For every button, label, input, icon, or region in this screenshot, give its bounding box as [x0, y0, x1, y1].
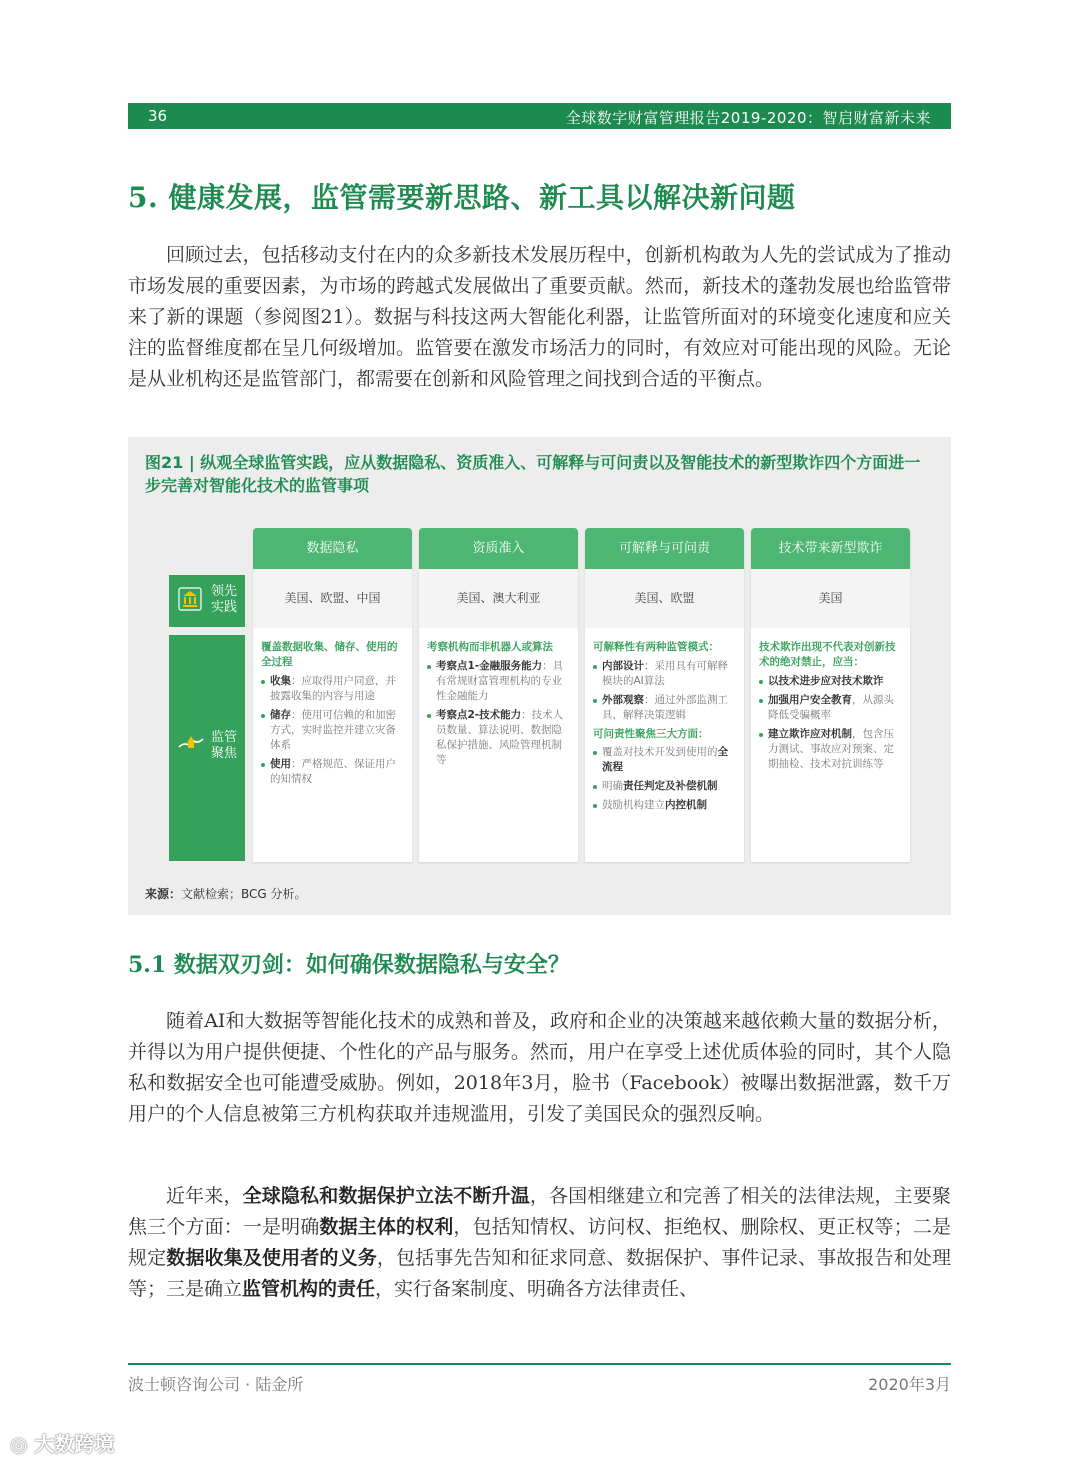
figure-21	[128, 437, 951, 915]
item-text: 鼓励机构建立	[602, 799, 665, 811]
item-key: 责任判定及补偿机制	[623, 780, 718, 792]
footer-publisher: 波士顿咨询公司 · 陆金所	[128, 1375, 304, 1394]
column-body	[253, 628, 412, 787]
item-text: ：通过外部监测工具，解释决策逻辑	[602, 694, 728, 721]
column-qualification	[419, 528, 578, 862]
list-item	[261, 674, 404, 704]
para-segment: ，各国相继建立和完善了相关的法律法规，主要聚焦三个方面：一是明确	[128, 1185, 951, 1238]
item-text: ：应取得用户同意，并披露收集的内容与用途	[270, 675, 396, 702]
column-header: 数据隐私	[253, 528, 412, 569]
para-segment: ，包括事先告知和征求同意、数据保护、事件记录、事故报告和处理等；三是确立	[128, 1247, 951, 1300]
row-label-lead	[169, 575, 245, 627]
column-subheading: 可问责性聚焦三大方面：	[593, 728, 709, 740]
list-item	[759, 693, 902, 723]
item-key: 储存	[270, 709, 291, 721]
item-key: 内控机制	[665, 799, 707, 811]
source-label: 来源：	[145, 887, 182, 901]
bank-icon	[175, 584, 205, 614]
row-label-lead-text: 领先实践	[211, 584, 238, 615]
header-bar	[128, 103, 951, 129]
column-body	[751, 628, 910, 772]
footer-date: 2020年3月	[868, 1375, 951, 1394]
list-item	[759, 674, 902, 689]
column-list	[593, 659, 736, 723]
column-header: 可解释与可问责	[585, 528, 744, 569]
source-text: 文献检索；BCG 分析。	[181, 887, 307, 901]
para-bold-segment: 监管机构的责任	[242, 1278, 376, 1300]
list-item	[593, 693, 736, 723]
row-label-focus-text: 监管聚焦	[211, 730, 238, 761]
item-key: 考察点2-技术能力	[436, 709, 522, 721]
report-title: 全球数字财富管理报告2019-2020：智启财富新未来	[565, 109, 931, 127]
column-list-2	[593, 745, 736, 813]
column-list	[427, 659, 570, 768]
watermark	[10, 1428, 114, 1457]
column-fraud	[751, 528, 910, 862]
column-body	[419, 628, 578, 768]
item-text: ，从源头降低受骗概率	[768, 694, 894, 721]
column-intro: 考察机构而非机器人或算法	[427, 641, 553, 653]
list-item	[593, 779, 736, 794]
figure-title: 图21 | 纵观全球监管实践，应从数据隐私、资质准入、可解释与可问责以及智能技术的新型欺诈四个方面进一步完善对智能化技术的监管事项	[145, 453, 921, 495]
item-text: ，包含压力测试、事故应对预案、定期抽检、技术对抗训练等	[768, 728, 894, 770]
column-explainability	[585, 528, 744, 862]
footer-divider	[128, 1363, 951, 1365]
item-text: 明确	[602, 780, 623, 792]
item-text: 覆盖对技术开发到使用的	[602, 746, 718, 758]
list-item	[593, 798, 736, 813]
para-bold-segment: 数据收集及使用者的义务	[166, 1247, 377, 1269]
column-lead-countries: 美国、澳大利亚	[419, 569, 578, 628]
section-title: 5. 健康发展，监管需要新思路、新工具以解决新问题	[128, 181, 796, 214]
column-list	[759, 674, 902, 772]
item-key: 以技术进步应对技术欺诈	[768, 675, 884, 687]
column-data-privacy	[253, 528, 412, 862]
item-text: ：严格规范、保证用户的知情权	[270, 758, 396, 785]
column-header: 技术带来新型欺诈	[751, 528, 910, 569]
list-item	[593, 745, 736, 775]
list-item	[261, 708, 404, 753]
column-list	[261, 674, 404, 787]
list-item	[427, 708, 570, 768]
figure-source	[145, 885, 307, 902]
item-key: 使用	[270, 758, 291, 770]
list-item	[593, 659, 736, 689]
item-key: 外部观察	[602, 694, 644, 706]
column-intro: 覆盖数据收集、储存、使用的全过程	[261, 641, 398, 668]
list-item	[261, 757, 404, 787]
page-number: 36	[148, 107, 168, 125]
subsection-paragraph-1: 随着AI和大数据等智能化技术的成熟和普及，政府和企业的决策越来越依赖大量的数据分析，并得以为用户提供便捷、个性化的产品与服务。然而，用户在享受上述优质体验的同时，其个人隐私和数据安全也可能遭受威胁。例如，2018年3月，脸书（Facebook）被曝出数据泄露，数千万用户的个人信息被第三方机构获取并违规滥用，引发了美国民众的强烈反响。	[128, 1010, 951, 1125]
para-bold-segment: 全球隐私和数据保护立法不断升温	[242, 1185, 530, 1207]
subsection-paragraph-2	[128, 1181, 951, 1305]
column-lead-countries: 美国、欧盟、中国	[253, 569, 412, 628]
item-key: 建立欺诈应对机制	[768, 728, 852, 740]
list-item	[427, 659, 570, 704]
item-key: 内部设计	[602, 660, 644, 672]
item-key: 考察点1-金融服务能力	[436, 660, 543, 672]
column-body	[585, 628, 744, 813]
item-key: 全流程	[602, 746, 728, 773]
item-text: ：使用可信赖的和加密方式，实时监控并建立灾备体系	[270, 709, 396, 751]
column-intro: 可解释性有两种监管模式：	[593, 641, 719, 653]
column-header: 资质准入	[419, 528, 578, 569]
subsection-title: 5.1 数据双刃剑：如何确保数据隐私与安全？	[128, 952, 570, 978]
para-segment: ，包括知情权、访问权、拒绝权、删除权、更正权等；二是规定	[128, 1216, 951, 1269]
para-bold-segment: 数据主体的权利	[319, 1216, 454, 1238]
column-lead-countries: 美国	[751, 569, 910, 628]
watermark-text: 大数跨境	[34, 1432, 115, 1456]
column-intro: 技术欺诈出现不代表对创新技术的绝对禁止，应当：	[759, 641, 896, 668]
para-segment: 近年来，	[166, 1185, 243, 1207]
row-label-focus	[169, 635, 245, 861]
item-text: ：具有常规财富管理机构的专业性金融能力	[436, 660, 564, 702]
watermark-logo-icon: ◎	[10, 1432, 35, 1456]
hands-money-icon	[175, 727, 207, 759]
column-lead-countries: 美国、欧盟	[585, 569, 744, 628]
item-key: 加强用户安全教育	[768, 694, 852, 706]
item-key: 收集	[270, 675, 291, 687]
item-text: ：采用具有可解释模块的AI算法	[602, 660, 728, 687]
para-segment: ，实行备案制度、明确各方法律责任、	[375, 1278, 699, 1300]
item-text: ：技术人员数量、算法说明、数据隐私保护措施、风险管理机制等	[436, 709, 564, 766]
list-item	[759, 727, 902, 772]
intro-paragraph: 回顾过去，包括移动支付在内的众多新技术发展历程中，创新机构敢为人先的尝试成为了推动市场发展的重要因素，为市场的跨越式发展做出了重要贡献。然而，新技术的蓬勃发展也给监管带来了新的课题（参阅图21）。数据与科技这两大智能化利器，让监管所面对的环境变化速度和应关注的监督维度都在呈几何级增加。监管要在激发市场活力的同时，有效应对可能出现的风险。无论是从业机构还是监管部门，都需要在创新和风险管理之间找到合适的平衡点。	[128, 244, 951, 390]
